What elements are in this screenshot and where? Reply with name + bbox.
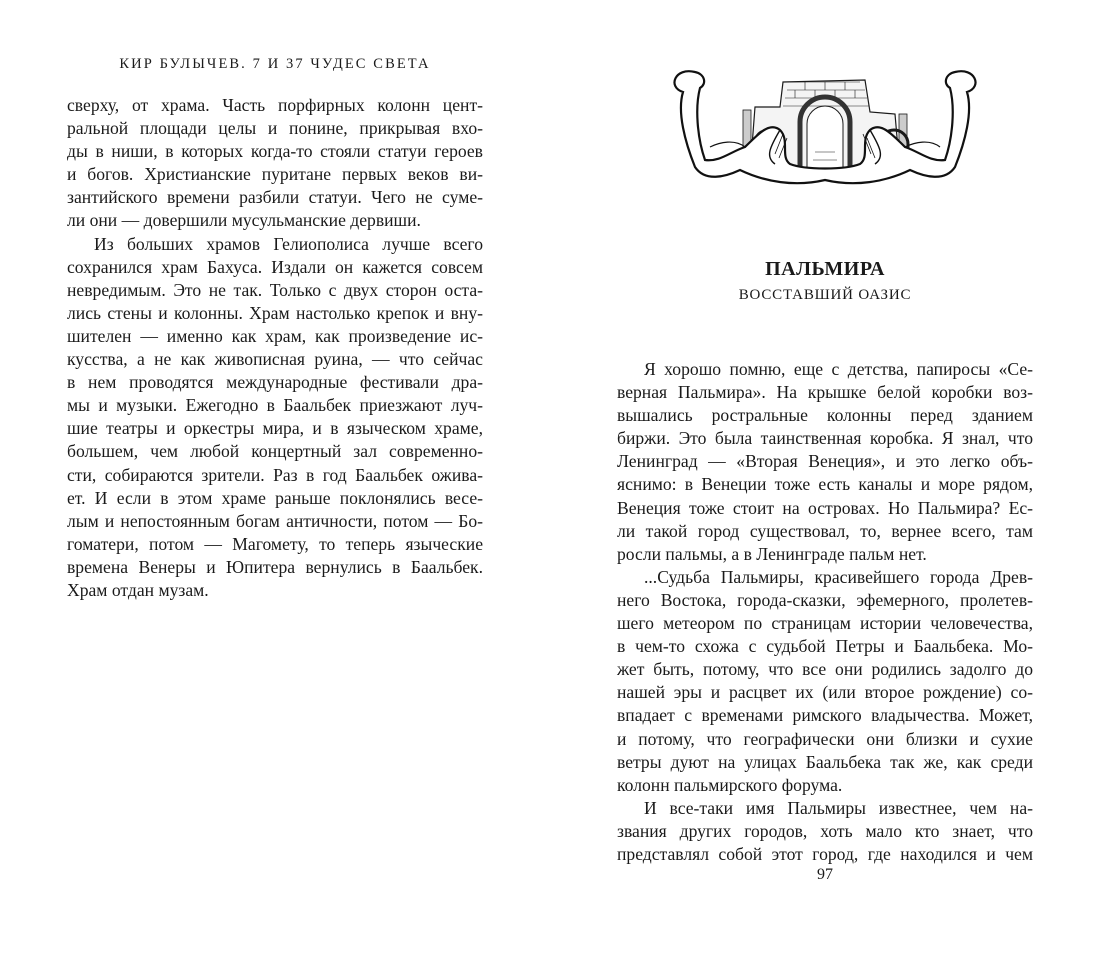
page-number: 97 xyxy=(817,866,833,883)
text-line: сти, собираются зрители. Раз в год Баальбек ожива- xyxy=(67,464,483,485)
text-line: ли такой город существовал, то, вернее всего, там xyxy=(617,520,1033,541)
text-line: Ленинград — «Вторая Венеция», и это легко объ- xyxy=(617,451,1033,472)
text-line: времена Венеры и Юпитера вернулись в Баальбек. xyxy=(67,556,483,577)
text-line: и богов. Христианские пуритане первых веков ви- xyxy=(67,164,483,185)
text-line: шего метеором по страницам истории человечества, xyxy=(617,613,1033,634)
text-line: гоматери, потом — Магомету, то теперь языческие xyxy=(67,533,483,554)
text-line: шие театры и оркестры мира, и в языческом храме, xyxy=(67,418,483,439)
text-line: яснимо: в Венеции тоже есть каналы и море рядом, xyxy=(617,474,1033,495)
chapter-title: ПАЛЬМИРА xyxy=(765,258,885,280)
text-line: большем, чем любой концертный зал современно- xyxy=(67,441,483,462)
text-line: представлял собой этот город, где находился и чем xyxy=(617,843,1033,864)
text-line: сверху, от храма. Часть порфирных колонн цент- xyxy=(67,95,483,115)
text-line: шителен — именно как храм, как произведение ис- xyxy=(67,325,483,346)
text-line: ли они — довершили мусульманские дервиши. xyxy=(67,210,421,231)
text-line: кусства, а не как живописная руина, — что сейчас xyxy=(67,349,483,370)
text-line: Из больших храмов Гелиополиса лучше всего xyxy=(94,233,483,254)
text-line: Я хорошо помню, еще с детства, папиросы «Се- xyxy=(644,359,1033,379)
text-line: впадает с временами римского владычества. Может, xyxy=(617,705,1033,726)
text-line: ды в ниши, в которых когда-то стояли статуи героев xyxy=(67,141,483,162)
text-line: лым и непостоянным богам античности, потом — Бо- xyxy=(67,510,483,531)
text-line: росли пальмы, а в Ленинграде пальм нет. xyxy=(617,543,927,564)
text-line: лись стены и колонны. Храм настолько крепок и вну- xyxy=(67,302,483,323)
right-page xyxy=(550,0,1100,956)
text-line: ет. И если в этом храме раньше поклонялись весе- xyxy=(67,487,483,508)
text-line: колонн пальмирского форума. xyxy=(617,774,843,795)
left-body-text xyxy=(67,94,483,602)
right-body-text xyxy=(617,358,1033,866)
text-line: него Востока, города-сказки, эфемерного, пролетев- xyxy=(617,589,1033,610)
text-line: Храм отдан музам. xyxy=(67,579,209,600)
text-line: звания других городов, хоть мало кто знает, что xyxy=(617,820,1033,841)
text-line: ветры дуют на улицах Баальбека так же, как среди xyxy=(617,751,1033,772)
text-line: И все-таки имя Пальмиры известнее, чем на- xyxy=(644,797,1033,818)
text-line: Венеция тоже стоит на островах. Но Пальмира? Ес- xyxy=(617,497,1033,518)
text-line: невредимым. Это не так. Только с двух сторон оста- xyxy=(67,279,483,300)
text-line: в чем-то схожа с судьбой Петры и Баальбека. Мо- xyxy=(617,636,1033,657)
text-line: в нем проводятся международные фестивали дра- xyxy=(67,372,483,393)
text-line: вышались ростральные колонны перед зданием xyxy=(617,405,1033,426)
text-line: жет быть, потому, что все они родились задолго до xyxy=(617,659,1033,680)
text-line: ...Судьба Пальмиры, красивейшего города Древ- xyxy=(644,566,1033,587)
chapter-subtitle: ВОССТАВШИЙ ОАЗИС xyxy=(738,287,912,303)
text-line: нашей эры и расцвет их (или второе рождение) со- xyxy=(617,682,1033,703)
text-line: сохранился храм Бахуса. Издали он кажется совсем xyxy=(67,256,483,277)
text-line: верная Пальмира». На крышке белой коробки воз- xyxy=(617,382,1033,403)
text-line: и потому, что географически они близки и сухие xyxy=(617,728,1033,749)
text-line: мы и музыки. Ежегодно в Баальбек приезжают луч- xyxy=(67,395,483,416)
running-head: КИР БУЛЫЧЕВ. 7 И 37 ЧУДЕС СВЕТА xyxy=(119,56,431,72)
text-line: зантийского времени разбили статуи. Чего не суме- xyxy=(67,187,483,208)
text-line: ральной площади целы и понине, прикрывая вхо- xyxy=(67,118,483,139)
ruins-ribbon-ornament xyxy=(655,52,995,202)
text-line: биржи. Это была таинственная коробка. Я знал, что xyxy=(617,428,1033,449)
